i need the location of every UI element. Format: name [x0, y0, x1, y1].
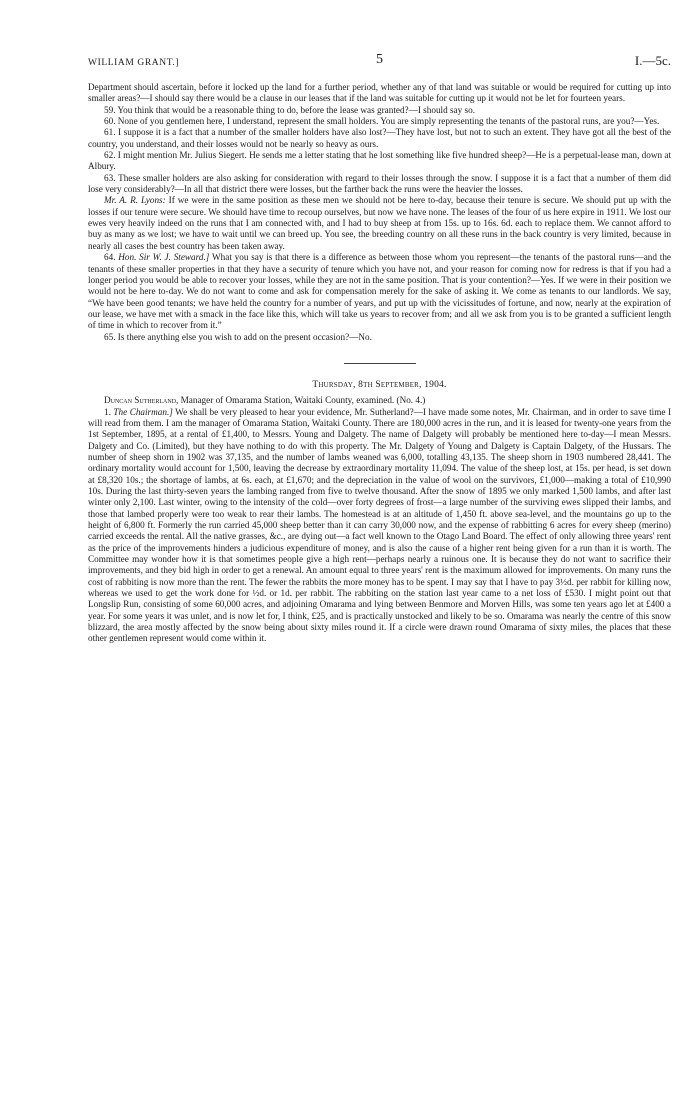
- witness-intro: [88, 395, 671, 406]
- question-65: 65. Is there anything else you wish to add on the present occasion?—No.: [104, 331, 372, 342]
- question-64: [88, 252, 671, 331]
- witness-description: Manager of Omarama Station, Waitaki County, examined. (No. 4.): [180, 395, 426, 406]
- statement-lyons: [88, 195, 671, 252]
- page-reference: I.—5c.: [634, 53, 671, 68]
- speaker-name: Mr. A. R. Lyons:: [104, 195, 166, 206]
- witness-name: Duncan Sutherland,: [104, 395, 179, 406]
- speaker-name: The Chairman.]: [113, 406, 173, 417]
- session-date: Thursday, 8th September, 1904.: [312, 379, 447, 390]
- question-text: We shall be very pleased to hear your evidence, Mr. Sutherland?—I have made some notes, Mr. Chairman, and in order to save time I will read from them. I am the manager of Omarama Station, Waitaki County. There are 180,000 acres in the run, and it is leased for twenty-one years from the 1st September, 1895, at a rental of £1,400, to Messrs. Young and Dalgety. The name of Dalgety will probably be mentioned here to-day—I mean Messrs. Dalgety and Co. (Limited), but they have nothing to do with this property. The Mr. Dalgety of Young and Dalgety is Captain Dalgety, of the Hussars. The number of sheep shorn in 1902 was 37,135, and the number of lambs weaned was 6,000, totalling 43,135. The sheep shorn in 1903 numbered 28,441. The ordinary mortality would account for 1,500, leaving the decrease by extraordinary mortality 11,094. The value of the sheep lost, at 15s. per head, is set down at £8,320 10s.; the shortage of lambs, at 6s. each, at £1,670; and the depreciation in the value of wool on the survivors, £1,000—making a total of £10,990 10s. During the last thirty-seven years the lambing ranged from five to twelve thousand. After the snow of 1895 we only marked 1,500 lambs, and after last winter only 2,100. Last winter, owing to the intensity of the cold—over forty degrees of frost—a large number of the surviving ewes slipped their lambs, and those that lambed properly were too weak to rear their lambs. The homestead is at an altitude of 1,450 ft. above sea-level, and the mountains go up to the height of 6,800 ft. Formerly the run carried 45,000 sheep better than it can carry 30,000 now, and the expense of rabbitting 6 acres for every sheep (merino) carried exceeds the rental. All the native grasses, &c., are dying out—a fact well known to the Otago Land Board. The effect of only allowing three years' rent as the price of the improvements hinders a judicious expenditure of money, and is also the cause of a higher rent being given for a run than it is worth. The Committee may wonder how it is that sometimes people give a high rent—perhaps nearly a ruinous one. It is because they do not want to sacrifice their improvements, and they bid high in order to get a renewal. An amount equal to three years' rent is the maximum allowed for improvements. On many runs the cost of rabbiting is now more than the rent. The fewer the rabbits the more money has to be spent. I may say that I have to pay 3½d. per rabbit for killing now, whereas we used to get the work done for ½d. or 1d. per rabbit. The rabbiting on the station last year came to a net loss of £530. I might point out that Longslip Run, consisting of some 60,000 acres, and adjoining Omarama and lying between Benmore and Morven Hills, was some ten years ago let at £400 a year. For some years it was unlet, and is now let for, I think, £25, and is practically unstocked and likely to be so. Omarama was nearly the centre of this snow blizzard, the area mostly affected by the snow being about sixty miles round it. If a circle were drawn round Omarama of sixty miles, the places that these other gentlemen represent would come within it.: [88, 406, 672, 644]
- running-head-left: WILLIAM GRANT.]: [88, 58, 180, 68]
- question-62: 62. I might mention Mr. Julius Siegert. He sends me a letter stating that he lost something like five hundred sheep?—He is a perpetual-lease man, down at Albury.: [88, 150, 671, 172]
- question-text: What you say is that there is a difference as between those whom you represent—the tenants of the pastoral runs—and the tenants of these smaller properties in that they have a security of tenure which you have not, and your reason for coming now for redress is that if you had a longer period you would be able to recover your losses, while they are not in the same position. That is your contention?—Yes. If we were in their position we would not be here to-day. We do not want to come and ask for compensation merely for the sake of asking it. We come as tenants to our landlords. We say, “We have been good tenants; we have held the country for a number of years, and put up with the vicissitudes of fortune, and now, nearly at the expiration of our lease, we have met with a smack in the face like this, which will take us years to recover from; and all we ask from you is to be granted a sufficient length of time in which to recover from it.”: [88, 252, 672, 331]
- question-60: 60. None of you gentlemen here, I understand, represent the small holders. You are simply representing the tenants of the pastoral runs, are you?—Yes.: [104, 116, 660, 127]
- paragraph-continued: Department should ascertain, before it locked up the land for a further period, whether any of that land was suitable or would be required for cutting up into smaller areas?—I should say there would be a clause in our leases that if the land was suitable for cutting up it would not be let for fourteen years.: [88, 82, 671, 104]
- section-divider: [344, 363, 416, 364]
- page-number: 5: [376, 52, 383, 67]
- speaker-name: Hon. Sir W. J. Steward.]: [118, 252, 210, 263]
- question-number: 1.: [104, 406, 111, 417]
- document-body: [88, 82, 671, 645]
- document-page: [88, 52, 671, 645]
- question-63: 63. These smaller holders are also asking for consideration with regard to their losses through the snow. I suppose it is a fact that a number of them did lose very considerably?—In all that district there were losses, but the farther back the runs were the heavier the losses.: [88, 172, 671, 195]
- question-61: 61. I suppose it is a fact that a number of the smaller holders have also lost?—They have lost, but not to such an extent. They have got all the best of the country, you understand, and their losses would not be nearly so heavy as ours.: [88, 127, 671, 149]
- question-59: 59. You think that would be a reasonable thing to do, before the lease was granted?—I should say so.: [104, 104, 475, 115]
- statement-text: If we were in the same position as these men we should not be here to-day, because their tenure is secure. We should put up with the losses if our tenure were secure. We should have time to recoup ourselves, but now we have none. The leases of the four of us here expire in 1911. We lost our ewes very heavily indeed on the runs that I am connected with, and I had to buy sheep at from 15s. up to 16s. 6d. each to replace them. We cannot afford to buy as many as we lost; we have to wait until we can breed up. You see, the breeding country on all these runs in the back country is very limited, because in nearly all cases the best country has been taken away.: [88, 195, 671, 251]
- question-1: [88, 407, 671, 645]
- page-header: [88, 52, 671, 74]
- question-number: 64.: [104, 252, 116, 263]
